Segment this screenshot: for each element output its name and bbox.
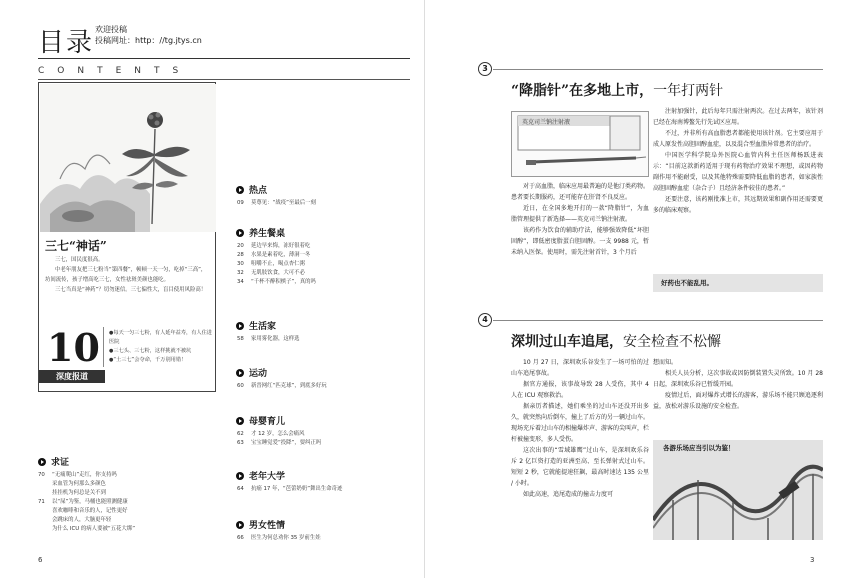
submission-info xyxy=(95,24,202,46)
section-title: 热点 xyxy=(249,186,268,196)
toc-entry[interactable]: 28 水果是素着吃，薄洞一冬 xyxy=(237,252,311,258)
toc-entry[interactable]: 20 延边早来悔，冻好很着吃 xyxy=(237,243,311,249)
bullet-arrow-icon xyxy=(236,472,244,480)
article-paragraph: 10 月 27 日，深圳欢乐谷发生了一场可怕的过山车追尾事故。 xyxy=(511,359,649,377)
section-title: 养生餐桌 xyxy=(249,229,286,239)
toc-section-seniors xyxy=(236,469,406,494)
article-paragraph: 近日，在全国多地开打的一款“降脂针”，为血脂管理提供了新选择——英克司兰钠注射液。 xyxy=(511,205,649,223)
article-paragraph: 该药作为饮食的辅助疗法，能够强效降低“坏胆固醇”，即低密度脂蛋白胆固醇。一支 9988 元，暂未纳入医保。使用时，需先注射首针，3 个月后 xyxy=(511,227,649,256)
section-title: 母婴育儿 xyxy=(249,417,286,427)
feature-paragraph: 中老年朋友把三七粉当“第四餐”，顿顿一天一匀，吃掉“三高”，坊间流传，孩子增高吃三七，女性祛斑美颜也能吃。 xyxy=(45,267,207,283)
bullet-arrow-icon xyxy=(236,229,244,237)
bullet-arrow-icon xyxy=(236,322,244,330)
injection-product-photo xyxy=(511,111,649,177)
roller-coaster-photo xyxy=(653,440,823,540)
toc-entry[interactable]: 62 才 12 岁，怎么会痛风 xyxy=(237,431,305,437)
article-paragraph: 想而知。 xyxy=(653,359,678,366)
section-title: 求证 xyxy=(51,458,70,468)
toc-entry[interactable]: 采血管为何那么多颜色 xyxy=(52,481,106,487)
article-title[interactable]: 深圳过山车追尾，安全检查不松懈 xyxy=(511,334,721,350)
toc-entry[interactable]: 70 “无痛爬山”走红，你支持吗 xyxy=(38,472,117,478)
section-title: 运动 xyxy=(249,369,268,379)
page-number: 3 xyxy=(810,556,815,564)
ink-painting-illustration xyxy=(40,84,216,232)
right-page xyxy=(425,0,850,578)
toc-section-diet xyxy=(236,226,406,287)
section-title: 男女性情 xyxy=(249,521,286,531)
submit-url[interactable]: 投稿网址：http：//tg.jtys.cn xyxy=(95,36,202,45)
article-title[interactable]: “降脂针”在多地上市，一年打两针 xyxy=(511,83,724,99)
toc-entry[interactable]: 64 抗癌 17 年，“芭蕾奶奶”舞出生命奇迹 xyxy=(237,486,343,492)
bullet-arrow-icon xyxy=(236,186,244,194)
toc-entry[interactable]: 60 新晋网红“匹克球”，到底多好玩 xyxy=(237,383,327,389)
bullet-arrow-icon xyxy=(236,369,244,377)
toc-entry[interactable]: 32 无肌肢饮食，大可不必 xyxy=(237,270,305,276)
toc-entry[interactable]: 71 以“屎”为鉴，马桶也能照测健康 xyxy=(38,499,128,505)
toc-entry[interactable]: 挂挂机为何总是关不到 xyxy=(52,490,106,496)
feature-paragraph: 三七，国民度很高。 xyxy=(55,257,104,263)
article-paragraph: 相关人员分析，这次事故或因防倒装置失灵所致。10 月 28 日起，深圳欢乐谷已暂缓开园。 xyxy=(653,370,823,388)
toc-section-sports xyxy=(236,366,406,391)
header-rule xyxy=(38,58,410,59)
article-rule xyxy=(493,69,823,70)
toc-entry[interactable]: 会跳床的人，大脑更年轻 xyxy=(52,517,112,523)
article-paragraph: 不过，并非所有高血脂患者都能使用该针剂。它主要应用于成人原发性高胆固醇血症，以及混合型血脂异常患者的治疗。 xyxy=(653,130,823,148)
number-divider xyxy=(103,327,104,367)
article-paragraph: 注射加强针，此后每年只需注射两次。在过去两年，该针剂已经在海南博鳌先行先试区应用。 xyxy=(653,108,823,126)
product-label: 英克司兰钠注射液 xyxy=(522,119,571,126)
toc-entry[interactable]: 58 家用雾化器，这样选 xyxy=(237,336,300,342)
article-rule xyxy=(493,320,823,321)
feature-bullet-list xyxy=(109,329,213,365)
page-number: 6 xyxy=(38,556,43,564)
toc-entry[interactable]: 为什么 ICU 的病人要被“五花大绑” xyxy=(52,526,135,532)
bullet-arrow-icon xyxy=(38,458,46,466)
article-paragraph: 对于高血脂，临床应用最普遍的是他汀类药物。患者要长期服药，还可能存在肝肾不良反应。 xyxy=(511,183,650,201)
toc-entry[interactable]: 30 咀嚼不止，喝点杏仁粥 xyxy=(237,261,305,267)
article-column xyxy=(653,357,823,412)
feature-bullet[interactable]: ● 每天一匀三七粉，有人延年益寿，有人住进医院 xyxy=(109,329,213,347)
toc-section-lifestyle xyxy=(236,319,406,344)
article-paragraph: 疫情过后，面对爆炸式增长的游客，游乐场不能只顾追逐利益，放松对游乐设施的安全检查。 xyxy=(653,392,823,410)
bullet-arrow-icon xyxy=(236,417,244,425)
article-paragraph: 还要注意，该药刚批准上市，其远期效果和副作用还需要更多的临床观察。 xyxy=(653,196,823,214)
bullet-arrow-icon xyxy=(236,521,244,529)
article-column xyxy=(653,106,823,216)
article-paragraph: 据官方通报，该事故导致 28 人受伤，其中 4 人在 ICU 观察救治。 xyxy=(511,381,649,399)
article-paragraph: 据亲历者描述，她们乘坐的过山车还没开出多久，就突然向后倒车，撞上了后方的另一辆过山车。现场充斥着过山车的相撞爆炸声、游客的尖叫声，栏杆被撞变形，多人受伤。 xyxy=(511,403,650,443)
toc-entry[interactable]: 09 莫尊见：“战疫”至最后一刻 xyxy=(237,200,316,206)
article-column xyxy=(511,181,649,258)
toc-section-factcheck xyxy=(38,455,218,534)
article-paragraph: 中国医学科学院阜外医院心血管内科主任医师杨跃进表示：“目前这款新药适用于现有药物治疗效果不理想，或因药物副作用不能耐受，以及其他特殊需要降低血脂的患者，如家族性高胆固醇血症（杂合子）且经济条件较佳的患者。” xyxy=(653,152,823,192)
feature-box[interactable] xyxy=(38,82,216,392)
page-title: 目录 xyxy=(38,28,95,58)
toc-section-parenting xyxy=(236,414,406,448)
toc-entry[interactable]: 34 “千杯不醉积槟子”，真的吗 xyxy=(237,279,316,285)
section-title: 生活家 xyxy=(249,322,277,332)
section-tag: 深度报道 xyxy=(39,370,105,383)
article-column xyxy=(511,357,649,500)
welcome-line: 欢迎投稿 xyxy=(95,25,127,34)
contents-rule xyxy=(38,79,410,80)
toc-entry[interactable]: 喜欢咖啡和音乐的人，记性更好 xyxy=(52,508,128,514)
feature-paragraph: 三七当真是“神药”？切勿迷信。三七偏性大，盲目使用风险高！ xyxy=(55,287,207,293)
feature-bullet[interactable]: ● “土三七”会夺命，千万别用错！ xyxy=(109,356,213,365)
section-title: 老年大学 xyxy=(249,472,286,482)
feature-body xyxy=(45,255,211,295)
feature-bullet[interactable]: ● 三七头、三七粉，这样挑就不被坑 xyxy=(109,347,213,356)
toc-entry[interactable]: 63 宝宝睡觉爱“投降”，要纠正吗 xyxy=(237,440,322,446)
article-number-badge: 3 xyxy=(478,62,492,76)
toc-entry[interactable]: 66 医生为何总劝你 35 岁前生娃 xyxy=(237,535,321,541)
feature-title[interactable]: 三七“神话” xyxy=(45,239,107,253)
article-paragraph: 这次出事的“雪域雄鹰”过山车，是深圳欢乐谷斥 2 亿巨资打造的亚洲至高、至长弹射式过山车。短短 2 秒，它就能提速狂飙，最高时速达 135 公里 / 小时。 xyxy=(511,447,649,487)
toc-section-hotspot xyxy=(236,183,406,208)
article-paragraph: 如此高速，追尾造成的撞击力度可 xyxy=(523,491,614,498)
article-number-badge: 4 xyxy=(478,313,492,327)
feature-page-number: 10 xyxy=(47,325,100,370)
toc-section-relationships xyxy=(236,518,406,543)
callout-box: 好药也不能乱用。 xyxy=(653,274,823,292)
contents-label: CONTENTS xyxy=(38,66,192,76)
photo-caption: 各游乐场应当引以为鉴！ xyxy=(663,444,735,452)
